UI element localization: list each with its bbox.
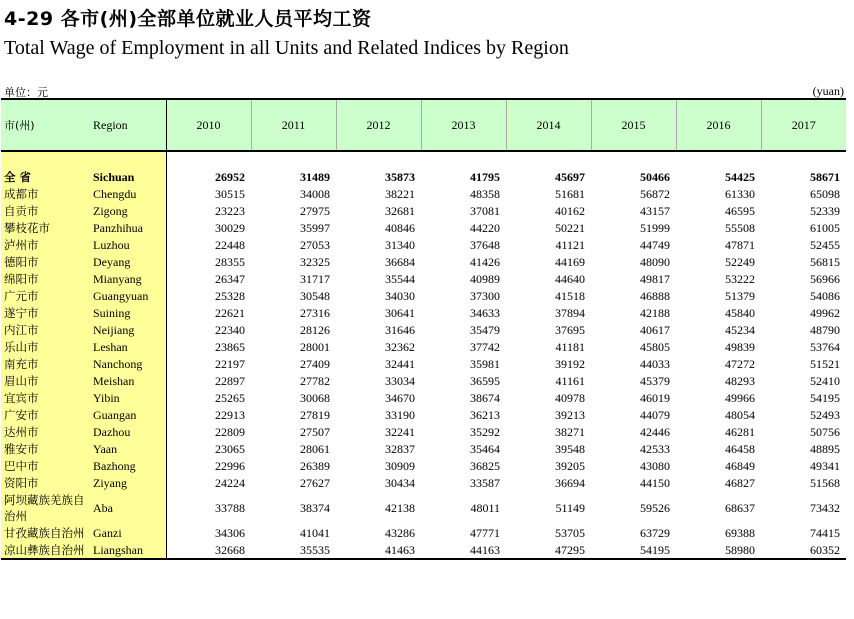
wage-value-2013: 35292 xyxy=(470,424,500,439)
wage-value-2011: 27316 xyxy=(300,305,330,320)
region-name-cn: 眉山市 xyxy=(1,372,87,389)
wage-value-2014: 37894 xyxy=(555,305,585,320)
region-name-cn: 全 省 xyxy=(1,168,87,185)
wage-value-2010: 26952 xyxy=(215,169,245,184)
wage-value-2013: 41426 xyxy=(470,254,500,269)
wage-value-2011: 27053 xyxy=(300,237,330,252)
header-year: 2014 xyxy=(506,99,591,151)
wage-value-2012: 31340 xyxy=(385,237,415,252)
wage-value-2010: 26347 xyxy=(215,271,245,286)
region-name-en: Guangyuan xyxy=(87,287,166,304)
region-name-en: Dazhou xyxy=(87,423,166,440)
wage-value-2010: 22197 xyxy=(215,356,245,371)
wage-value-2016: 69388 xyxy=(725,525,755,540)
region-name-en: Sichuan xyxy=(87,168,166,185)
header-region-cn: 市(州) xyxy=(1,99,87,151)
wage-value-2015: 45379 xyxy=(640,373,670,388)
wage-value-2012: 30909 xyxy=(385,458,415,473)
wage-value-2012: 35544 xyxy=(385,271,415,286)
wage-value-2011: 28061 xyxy=(300,441,330,456)
wage-value-2010: 32668 xyxy=(166,541,251,559)
wage-value-2015: 44150 xyxy=(640,475,670,490)
wage-value-2011: 27409 xyxy=(300,356,330,371)
table-row xyxy=(1,304,846,321)
wage-value-2012: 32681 xyxy=(385,203,415,218)
wage-value-2017: 48895 xyxy=(810,441,840,456)
wage-value-2010: 25328 xyxy=(215,288,245,303)
wage-value-2011: 32325 xyxy=(300,254,330,269)
table-row xyxy=(1,321,846,338)
header-year: 2010 xyxy=(166,99,251,151)
wage-value-2012: 32441 xyxy=(385,356,415,371)
wage-value-2016: 53222 xyxy=(725,271,755,286)
unit-label-en: (yuan) xyxy=(812,84,844,98)
wage-value-2017: 51521 xyxy=(810,356,840,371)
wage-value-2010: 22448 xyxy=(215,237,245,252)
wage-value-2012: 41463 xyxy=(336,541,421,559)
table-row xyxy=(1,202,846,219)
wage-value-2015: 48090 xyxy=(640,254,670,269)
wage-value-2012: 34670 xyxy=(385,390,415,405)
table-row xyxy=(1,541,846,559)
region-name-en: Ganzi xyxy=(87,524,166,541)
wage-value-2012: 31646 xyxy=(385,322,415,337)
wage-value-2011: 27627 xyxy=(300,475,330,490)
wage-value-2016: 54425 xyxy=(725,169,755,184)
table-title-cn: 4-29 各市(州)全部单位就业人员平均工资 xyxy=(4,8,372,30)
wage-value-2016: 45840 xyxy=(725,305,755,320)
table-row xyxy=(1,389,846,406)
wage-value-2010: 34306 xyxy=(215,525,245,540)
region-name-en: Yibin xyxy=(87,389,166,406)
table-row xyxy=(1,524,846,541)
wage-value-2014: 37695 xyxy=(555,322,585,337)
wage-value-2017: 60352 xyxy=(761,541,846,559)
region-name-cn: 德阳市 xyxy=(1,253,87,270)
unit-label-cn: 单位：元 xyxy=(4,86,48,99)
wage-value-2011: 26389 xyxy=(300,458,330,473)
wage-value-2014: 47295 xyxy=(506,541,591,559)
wage-value-2017: 54195 xyxy=(810,390,840,405)
wage-value-2010: 22621 xyxy=(215,305,245,320)
wage-value-2011: 27507 xyxy=(300,424,330,439)
wage-value-2016: 46595 xyxy=(725,203,755,218)
table-title-en: Total Wage of Employment in all Units and Related Indices by Region xyxy=(4,37,569,59)
wage-value-2017: 61005 xyxy=(810,220,840,235)
wage-value-2015: 42446 xyxy=(640,424,670,439)
wage-value-2017: 58671 xyxy=(810,169,840,184)
region-name-en: Liangshan xyxy=(87,541,166,559)
wage-value-2014: 51149 xyxy=(555,500,585,515)
wage-value-2013: 38674 xyxy=(470,390,500,405)
wage-value-2011: 31489 xyxy=(300,169,330,184)
wage-value-2010: 22809 xyxy=(215,424,245,439)
wage-value-2012: 32362 xyxy=(385,339,415,354)
wage-value-2015: 44033 xyxy=(640,356,670,371)
region-name-en: Mianyang xyxy=(87,270,166,287)
wage-value-2016: 46827 xyxy=(725,475,755,490)
wage-value-2017: 53764 xyxy=(810,339,840,354)
wage-value-2013: 37742 xyxy=(470,339,500,354)
header-year: 2012 xyxy=(336,99,421,151)
wage-value-2013: 34633 xyxy=(470,305,500,320)
wage-value-2014: 53705 xyxy=(555,525,585,540)
wage-value-2016: 68637 xyxy=(725,500,755,515)
wage-value-2011: 27782 xyxy=(300,373,330,388)
table-row xyxy=(1,287,846,304)
wage-value-2012: 38221 xyxy=(385,186,415,201)
wage-value-2012: 33034 xyxy=(385,373,415,388)
wage-value-2013: 37300 xyxy=(470,288,500,303)
region-name-en: Aba xyxy=(87,491,166,524)
wage-value-2017: 52455 xyxy=(810,237,840,252)
wage-value-2017: 49962 xyxy=(810,305,840,320)
wage-value-2011: 35535 xyxy=(251,541,336,559)
region-name-en: Nanchong xyxy=(87,355,166,372)
table-row xyxy=(1,355,846,372)
region-name-cn: 雅安市 xyxy=(1,440,87,457)
wage-value-2015: 45805 xyxy=(640,339,670,354)
wage-value-2012: 34030 xyxy=(385,288,415,303)
wage-value-2014: 41161 xyxy=(555,373,585,388)
region-name-cn: 甘孜藏族自治州 xyxy=(1,524,87,541)
wage-value-2011: 27975 xyxy=(300,203,330,218)
wage-value-2012: 42138 xyxy=(385,500,415,515)
region-name-en: Suining xyxy=(87,304,166,321)
wage-value-2011: 28126 xyxy=(300,322,330,337)
table-row xyxy=(1,338,846,355)
wage-value-2017: 52339 xyxy=(810,203,840,218)
wage-value-2010: 25265 xyxy=(215,390,245,405)
wage-value-2010: 24224 xyxy=(215,475,245,490)
wage-value-2014: 41121 xyxy=(555,237,585,252)
wage-value-2016: 47272 xyxy=(725,356,755,371)
region-name-cn: 内江市 xyxy=(1,321,87,338)
wage-value-2017: 52493 xyxy=(810,407,840,422)
region-name-en: Meishan xyxy=(87,372,166,389)
wage-value-2014: 36694 xyxy=(555,475,585,490)
wage-value-2016: 52249 xyxy=(725,254,755,269)
region-name-cn: 宜宾市 xyxy=(1,389,87,406)
wage-value-2016: 55508 xyxy=(725,220,755,235)
wage-value-2012: 33190 xyxy=(385,407,415,422)
table-row xyxy=(1,372,846,389)
wage-value-2013: 37648 xyxy=(470,237,500,252)
wage-value-2016: 49839 xyxy=(725,339,755,354)
wage-value-2015: 43080 xyxy=(640,458,670,473)
wage-value-2017: 51568 xyxy=(810,475,840,490)
wage-value-2013: 47771 xyxy=(470,525,500,540)
wage-value-2013: 48358 xyxy=(470,186,500,201)
wage-value-2010: 30029 xyxy=(215,220,245,235)
region-name-cn: 广元市 xyxy=(1,287,87,304)
region-name-cn: 南充市 xyxy=(1,355,87,372)
wage-value-2010: 23865 xyxy=(215,339,245,354)
region-name-cn: 乐山市 xyxy=(1,338,87,355)
region-name-cn: 攀枝花市 xyxy=(1,219,87,236)
wage-value-2015: 46888 xyxy=(640,288,670,303)
table-row xyxy=(1,406,846,423)
wage-value-2013: 35464 xyxy=(470,441,500,456)
table-row xyxy=(1,423,846,440)
wage-value-2016: 46458 xyxy=(725,441,755,456)
table-row xyxy=(1,474,846,491)
wage-value-2012: 32837 xyxy=(385,441,415,456)
wage-value-2016: 51379 xyxy=(725,288,755,303)
wage-value-2010: 22340 xyxy=(215,322,245,337)
wage-value-2015: 51999 xyxy=(640,220,670,235)
table-row xyxy=(1,236,846,253)
region-name-cn: 达州市 xyxy=(1,423,87,440)
wage-value-2014: 39192 xyxy=(555,356,585,371)
wage-value-2014: 39213 xyxy=(555,407,585,422)
wage-value-2011: 27819 xyxy=(300,407,330,422)
table-row xyxy=(1,440,846,457)
table-row xyxy=(1,491,846,524)
wage-value-2015: 44079 xyxy=(640,407,670,422)
wage-value-2015: 59526 xyxy=(640,500,670,515)
header-year: 2011 xyxy=(251,99,336,151)
wage-value-2010: 22897 xyxy=(215,373,245,388)
table-row xyxy=(1,457,846,474)
wage-value-2014: 39548 xyxy=(555,441,585,456)
wage-value-2017: 52410 xyxy=(810,373,840,388)
wage-value-2014: 39205 xyxy=(555,458,585,473)
region-name-en: Zigong xyxy=(87,202,166,219)
wage-value-2010: 23065 xyxy=(215,441,245,456)
region-name-en: Chengdu xyxy=(87,185,166,202)
wage-value-2014: 44169 xyxy=(555,254,585,269)
header-year: 2015 xyxy=(591,99,676,151)
wage-value-2017: 73432 xyxy=(810,500,840,515)
table-row xyxy=(1,253,846,270)
wage-value-2014: 50221 xyxy=(555,220,585,235)
region-name-en: Bazhong xyxy=(87,457,166,474)
wage-value-2017: 49341 xyxy=(810,458,840,473)
wage-value-2015: 50466 xyxy=(640,169,670,184)
wage-value-2015: 43157 xyxy=(640,203,670,218)
region-name-cn: 凉山彝族自治州 xyxy=(1,541,87,559)
spacer-row xyxy=(1,151,846,168)
wage-value-2011: 31717 xyxy=(300,271,330,286)
wage-value-2015: 42533 xyxy=(640,441,670,456)
region-name-en: Leshan xyxy=(87,338,166,355)
wage-value-2015: 40617 xyxy=(640,322,670,337)
wage-value-2016: 48054 xyxy=(725,407,755,422)
wage-value-2015: 44749 xyxy=(640,237,670,252)
wage-value-2010: 28355 xyxy=(215,254,245,269)
wage-value-2013: 35479 xyxy=(470,322,500,337)
region-name-en: Deyang xyxy=(87,253,166,270)
region-name-cn: 遂宁市 xyxy=(1,304,87,321)
region-name-cn: 绵阳市 xyxy=(1,270,87,287)
wage-value-2015: 56872 xyxy=(640,186,670,201)
wage-value-2013: 37081 xyxy=(470,203,500,218)
wage-value-2015: 54195 xyxy=(591,541,676,559)
wage-value-2011: 30068 xyxy=(300,390,330,405)
wage-value-2012: 35873 xyxy=(385,169,415,184)
wage-value-2017: 56815 xyxy=(810,254,840,269)
wage-value-2012: 43286 xyxy=(385,525,415,540)
wage-value-2017: 48790 xyxy=(810,322,840,337)
table-row xyxy=(1,185,846,202)
region-name-cn: 自贡市 xyxy=(1,202,87,219)
wage-value-2013: 33587 xyxy=(470,475,500,490)
wage-value-2011: 28001 xyxy=(300,339,330,354)
header-year: 2013 xyxy=(421,99,506,151)
wage-value-2011: 41041 xyxy=(300,525,330,540)
wage-value-2017: 56966 xyxy=(810,271,840,286)
wage-value-2013: 36825 xyxy=(470,458,500,473)
wage-value-2016: 61330 xyxy=(725,186,755,201)
region-name-en: Yaan xyxy=(87,440,166,457)
wage-value-2013: 35981 xyxy=(470,356,500,371)
region-name-cn: 成都市 xyxy=(1,185,87,202)
wage-value-2011: 34008 xyxy=(300,186,330,201)
region-name-en: Guangan xyxy=(87,406,166,423)
region-name-en: Luzhou xyxy=(87,236,166,253)
wage-value-2010: 33788 xyxy=(215,500,245,515)
header-year: 2016 xyxy=(676,99,761,151)
wage-value-2013: 44163 xyxy=(421,541,506,559)
wage-value-2014: 51681 xyxy=(555,186,585,201)
header-region-en: Region xyxy=(87,99,166,151)
wage-value-2017: 65098 xyxy=(810,186,840,201)
wage-value-2017: 50756 xyxy=(810,424,840,439)
header-year: 2017 xyxy=(761,99,846,151)
wage-value-2016: 46849 xyxy=(725,458,755,473)
wage-value-2010: 30515 xyxy=(215,186,245,201)
wage-value-2015: 49817 xyxy=(640,271,670,286)
wage-value-2015: 42188 xyxy=(640,305,670,320)
wage-value-2011: 38374 xyxy=(300,500,330,515)
wage-value-2015: 46019 xyxy=(640,390,670,405)
wage-value-2014: 44640 xyxy=(555,271,585,286)
wage-value-2013: 44220 xyxy=(470,220,500,235)
wage-value-2012: 32241 xyxy=(385,424,415,439)
wage-value-2017: 74415 xyxy=(810,525,840,540)
wage-value-2010: 23223 xyxy=(215,203,245,218)
wage-value-2016: 47871 xyxy=(725,237,755,252)
table-row xyxy=(1,270,846,287)
wage-value-2012: 40846 xyxy=(385,220,415,235)
wage-value-2012: 36684 xyxy=(385,254,415,269)
wage-value-2013: 41795 xyxy=(470,169,500,184)
region-name-cn: 巴中市 xyxy=(1,457,87,474)
wage-value-2011: 30548 xyxy=(300,288,330,303)
wage-value-2010: 22996 xyxy=(215,458,245,473)
header-row xyxy=(1,99,846,151)
region-name-cn: 广安市 xyxy=(1,406,87,423)
wage-value-2016: 48293 xyxy=(725,373,755,388)
wage-value-2015: 63729 xyxy=(640,525,670,540)
region-name-cn: 阿坝藏族羌族自治州 xyxy=(1,491,87,524)
wage-value-2016: 58980 xyxy=(676,541,761,559)
wage-value-2016: 46281 xyxy=(725,424,755,439)
wage-value-2016: 49966 xyxy=(725,390,755,405)
wage-table xyxy=(1,98,846,560)
region-name-cn: 资阳市 xyxy=(1,474,87,491)
table-body xyxy=(1,151,846,559)
wage-value-2016: 45234 xyxy=(725,322,755,337)
wage-value-2014: 40162 xyxy=(555,203,585,218)
wage-value-2013: 48011 xyxy=(470,500,500,515)
wage-value-2014: 40978 xyxy=(555,390,585,405)
wage-value-2011: 35997 xyxy=(300,220,330,235)
region-name-en: Neijiang xyxy=(87,321,166,338)
table-row-total xyxy=(1,168,846,185)
wage-value-2013: 40989 xyxy=(470,271,500,286)
region-name-en: Ziyang xyxy=(87,474,166,491)
region-name-en: Panzhihua xyxy=(87,219,166,236)
wage-value-2017: 54086 xyxy=(810,288,840,303)
region-name-cn: 泸州市 xyxy=(1,236,87,253)
wage-value-2014: 41181 xyxy=(555,339,585,354)
wage-value-2012: 30434 xyxy=(385,475,415,490)
wage-value-2010: 22913 xyxy=(215,407,245,422)
wage-value-2013: 36213 xyxy=(470,407,500,422)
wage-value-2013: 36595 xyxy=(470,373,500,388)
wage-value-2012: 30641 xyxy=(385,305,415,320)
table-row xyxy=(1,219,846,236)
wage-value-2014: 38271 xyxy=(555,424,585,439)
wage-value-2014: 45697 xyxy=(555,169,585,184)
wage-value-2014: 41518 xyxy=(555,288,585,303)
